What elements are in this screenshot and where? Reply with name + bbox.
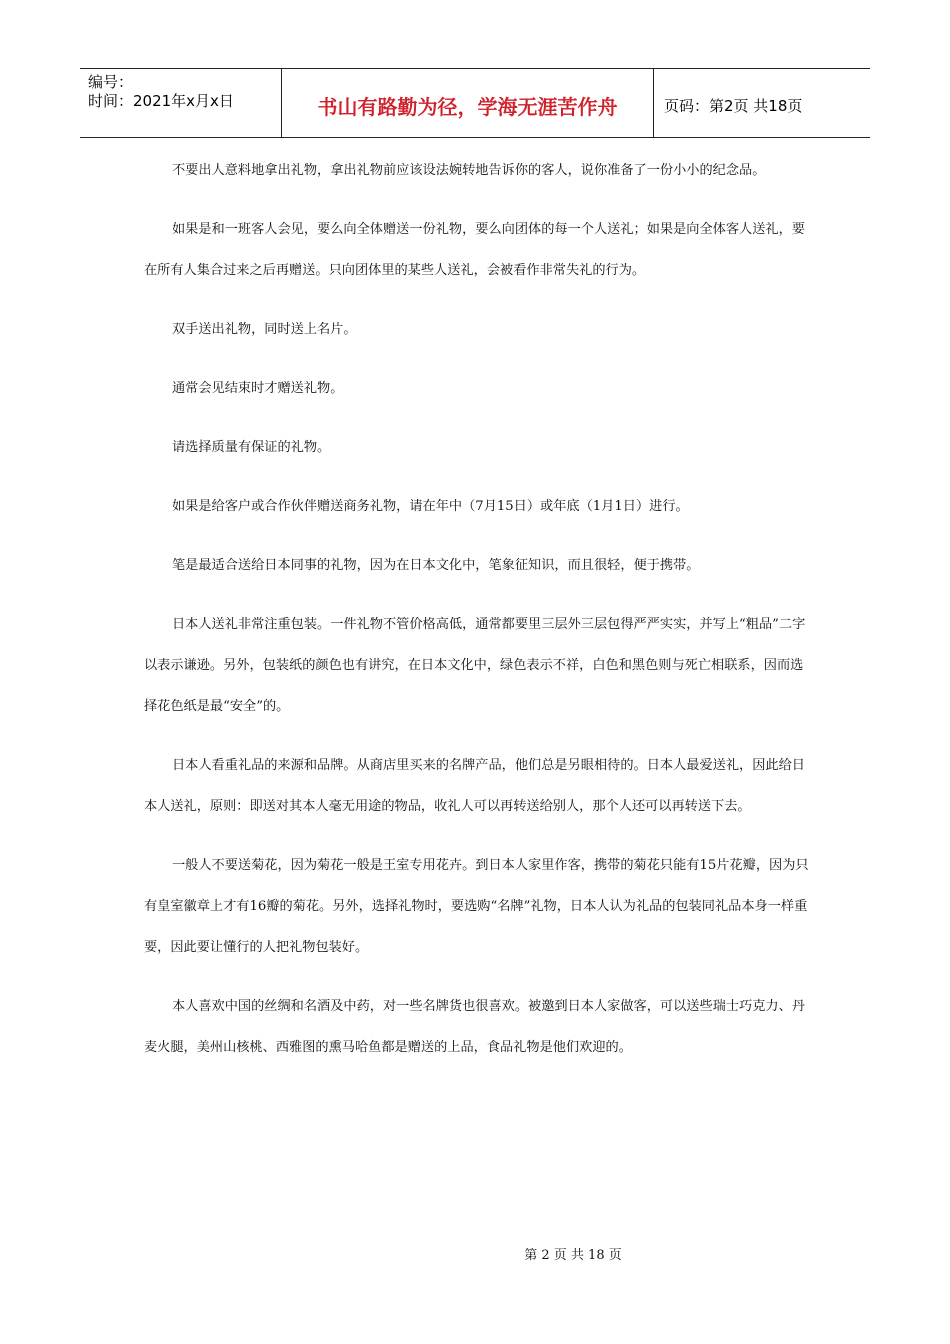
document-body <box>144 150 814 1086</box>
document-date-label: 时间：2021年x月x日 <box>88 92 234 110</box>
paragraph: 本人喜欢中国的丝绸和名酒及中药，对一些名牌货也很喜欢。被邀到日本人家做客，可以送些瑞士巧克力、丹麦火腿，美州山核桃、西雅图的熏马哈鱼都是赠送的上品，食品礼物是他们欢迎的。 <box>144 999 805 1055</box>
paragraph: 日本人看重礼品的来源和品牌。从商店里买来的名牌产品，他们总是另眼相待的。日本人最爱送礼，因此给日本人送礼，原则：即送对其本人毫无用途的物品，收礼人可以再转送给别人，那个人还可以再转送下去。 <box>144 758 805 814</box>
page-footer <box>0 1244 950 1263</box>
page-header <box>80 68 870 138</box>
paragraph: 双手送出礼物，同时送上名片。 <box>172 322 357 337</box>
paragraph: 日本人送礼非常注重包装。一件礼物不管价格高低，通常都要里三层外三层包得严严实实，并写上“粗品”二字以表示谦逊。另外，包装纸的颜色也有讲究，在日本文化中，绿色表示不祥，白色和黑色则与死亡相联系，因而选择花色纸是最“安全”的。 <box>144 617 806 714</box>
paragraph: 通常会见结束时才赠送礼物。 <box>172 381 344 396</box>
paragraph: 笔是最适合送给日本同事的礼物，因为在日本文化中，笔象征知识，而且很轻，便于携带。 <box>172 558 700 573</box>
paragraph: 如果是给客户或合作伙伴赠送商务礼物，请在年中（7月15日）或年底（1月1日）进行。 <box>172 499 689 514</box>
header-meta <box>80 69 282 137</box>
footer-page-number: 第 2 页 共 18 页 <box>524 1248 622 1263</box>
paragraph: 请选择质量有保证的礼物。 <box>172 440 331 455</box>
document-number-label: 编号： <box>88 73 134 91</box>
paragraph: 不要出人意料地拿出礼物，拿出礼物前应该设法婉转地告诉你的客人，说你准备了一份小小的纪念品。 <box>172 163 766 178</box>
header-page-info: 页码：第2页 共18页 <box>664 96 803 115</box>
paragraph: 如果是和一班客人会见，要么向全体赠送一份礼物，要么向团体的每一个人送礼；如果是向全体客人送礼，要在所有人集合过来之后再赠送。只向团体里的某些人送礼，会被看作非常失礼的行为。 <box>144 222 805 278</box>
header-motto: 书山有路勤为径，学海无涯苦作舟 <box>282 69 654 137</box>
paragraph: 一般人不要送菊花，因为菊花一般是王室专用花卉。到日本人家里作客，携带的菊花只能有15片花瓣，因为只有皇室徽章上才有16瓣的菊花。另外，选择礼物时，要选购“名牌”礼物，日本人认为礼品的包装同礼品本身一样重要，因此要让懂行的人把礼物包装好。 <box>144 858 809 955</box>
